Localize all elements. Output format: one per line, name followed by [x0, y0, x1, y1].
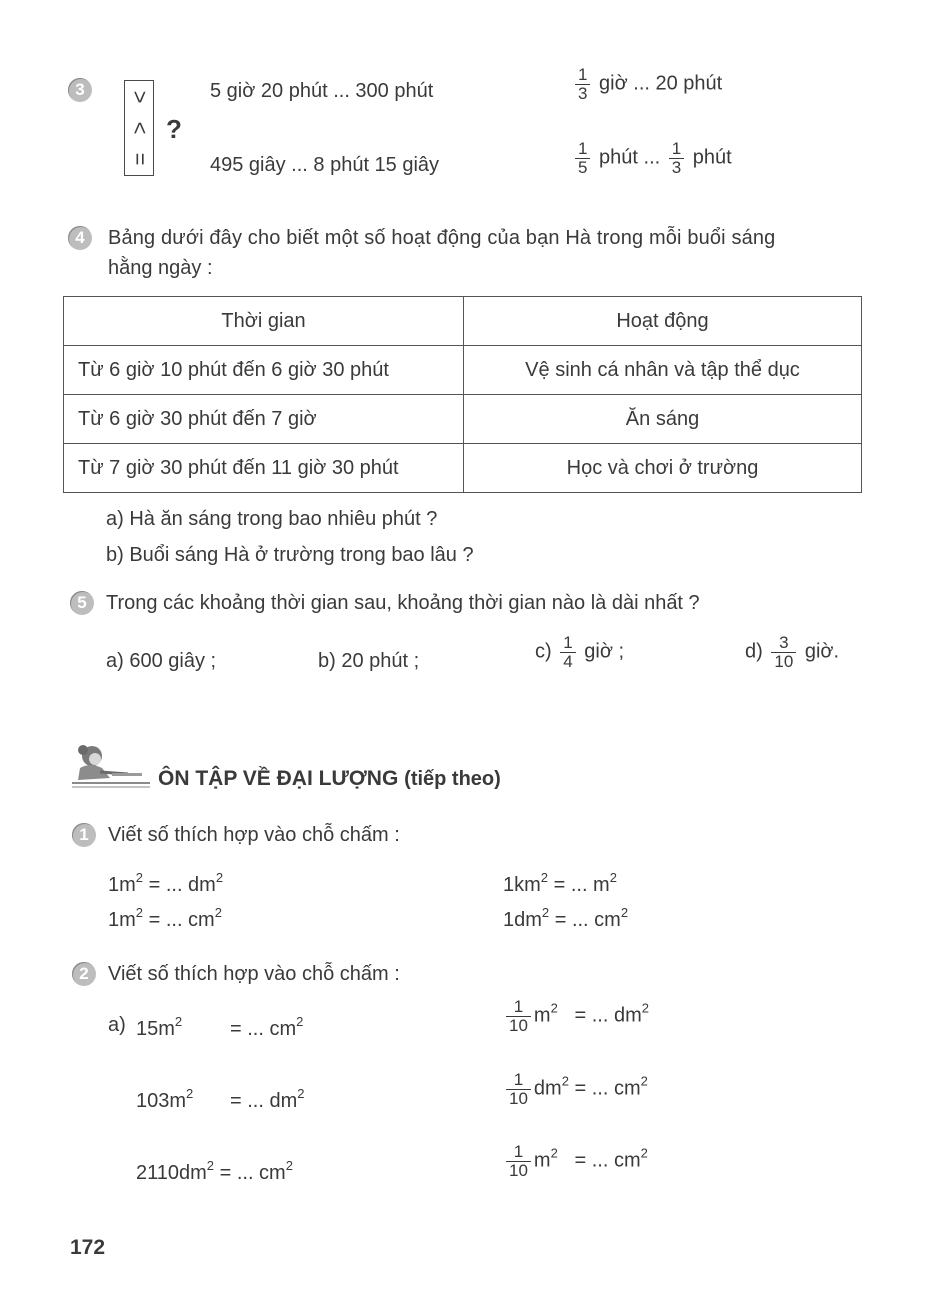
ex3-right-2: $\frac{1}{5}$ phút ... $\frac{1}{3}$ phút — [572, 140, 732, 177]
ex5-option-b: b) 20 phút ; — [318, 650, 420, 672]
ex4-intro-line1: Bảng dưới đây cho biết một số hoạt động của bạn Hà trong mỗi buổi sáng — [108, 227, 776, 249]
comparison-symbols-box — [124, 80, 154, 176]
ex1-item: $1m^2$ = ... $dm^2$ — [108, 870, 224, 896]
question-mark: ? — [166, 114, 182, 144]
ex5-question: Trong các khoảng thời gian sau, khoảng thời gian nào là dài nhất ? — [106, 592, 700, 614]
fraction: $\frac{1}{10}$ — [506, 998, 531, 1035]
section-title: ÔN TẬP VỀ ĐẠI LƯỢNG (tiếp theo) — [158, 767, 501, 790]
ex2-label-a: a) — [108, 1014, 126, 1036]
table-cell: Từ 7 giờ 30 phút đến 11 giờ 30 phút — [64, 444, 464, 493]
fraction: $\frac{3}{10}$ — [771, 634, 796, 671]
ex1-item: $1m^2$ = ... $cm^2$ — [108, 905, 222, 931]
ex1-item: $1km^2$ = ... $m^2$ — [503, 870, 617, 896]
fraction: $\frac{1}{3}$ — [575, 66, 590, 103]
fraction: $\frac{1}{10}$ — [506, 1143, 531, 1180]
equals-symbol: = — [126, 152, 152, 166]
table-row — [64, 395, 862, 444]
ex4-question-a: a) Hà ăn sáng trong bao nhiêu phút ? — [106, 508, 438, 530]
ex2-left-item: $103m^2$ — [136, 1086, 194, 1112]
ex2-right-item: $\frac{1}{10}$ $m^2$ = ... $cm^2$ — [503, 1143, 648, 1180]
table-row — [64, 346, 862, 395]
table-cell: Từ 6 giờ 10 phút đến 6 giờ 30 phút — [64, 346, 464, 395]
fraction: $\frac{1}{10}$ — [506, 1071, 531, 1108]
fraction: $\frac{1}{3}$ — [669, 140, 684, 177]
less-than-symbol: < — [126, 121, 152, 135]
table-cell: Ăn sáng — [464, 395, 862, 444]
table-header: Thời gian — [64, 297, 464, 346]
exercise-1-number: 1 — [72, 823, 96, 847]
table-row — [64, 444, 862, 493]
ex2-instruction: Viết số thích hợp vào chỗ chấm : — [108, 963, 400, 985]
ex2-right-item: $\frac{1}{10}$ $dm^2$ = ... $cm^2$ — [503, 1071, 648, 1108]
ex2-left-item: $2110dm^2$ = ... $cm^2$ — [136, 1158, 293, 1184]
table-cell: Vệ sinh cá nhân và tập thể dục — [464, 346, 862, 395]
table-cell: Học và chơi ở trường — [464, 444, 862, 493]
ex3-left-1: 5 giờ 20 phút ... 300 phút — [210, 80, 434, 102]
table-header: Hoạt động — [464, 297, 862, 346]
ex5-option-d: d) $\frac{3}{10}$ giờ. — [745, 633, 840, 671]
ex4-intro-line2: hằng ngày : — [108, 257, 213, 279]
ex5-option-a: a) 600 giây ; — [106, 650, 217, 672]
girl-reading-icon — [70, 742, 154, 790]
exercise-4-number: 4 — [68, 226, 92, 250]
ex2-left-item-value: = ... $cm^2$ — [230, 1014, 304, 1040]
ex2-left-item: $15m^2$ — [136, 1014, 183, 1040]
table-cell: Từ 6 giờ 30 phút đến 7 giờ — [64, 395, 464, 444]
ex1-item: $1dm^2$ = ... $cm^2$ — [503, 905, 629, 931]
ex3-right-1: $\frac{1}{3}$ giờ ... 20 phút — [572, 66, 722, 103]
ex5-option-c: c) $\frac{1}{4}$ giờ ; — [535, 633, 625, 671]
greater-than-symbol: > — [126, 90, 152, 104]
exercise-2-number: 2 — [72, 962, 96, 986]
activity-table — [63, 296, 862, 493]
ex4-question-b: b) Buổi sáng Hà ở trường trong bao lâu ? — [106, 544, 474, 566]
ex1-instruction: Viết số thích hợp vào chỗ chấm : — [108, 824, 400, 846]
exercise-3-number: 3 — [68, 78, 92, 102]
fraction: $\frac{1}{5}$ — [575, 140, 590, 177]
fraction: $\frac{1}{4}$ — [560, 634, 575, 671]
table-header-row — [64, 297, 862, 346]
exercise-5-number: 5 — [70, 591, 94, 615]
page-number: 172 — [70, 1236, 106, 1259]
ex2-left-item-value: = ... $dm^2$ — [230, 1086, 305, 1112]
ex2-right-item: $\frac{1}{10}$ $m^2$ = ... $dm^2$ — [503, 998, 649, 1035]
ex3-left-2: 495 giây ... 8 phút 15 giây — [210, 154, 440, 176]
